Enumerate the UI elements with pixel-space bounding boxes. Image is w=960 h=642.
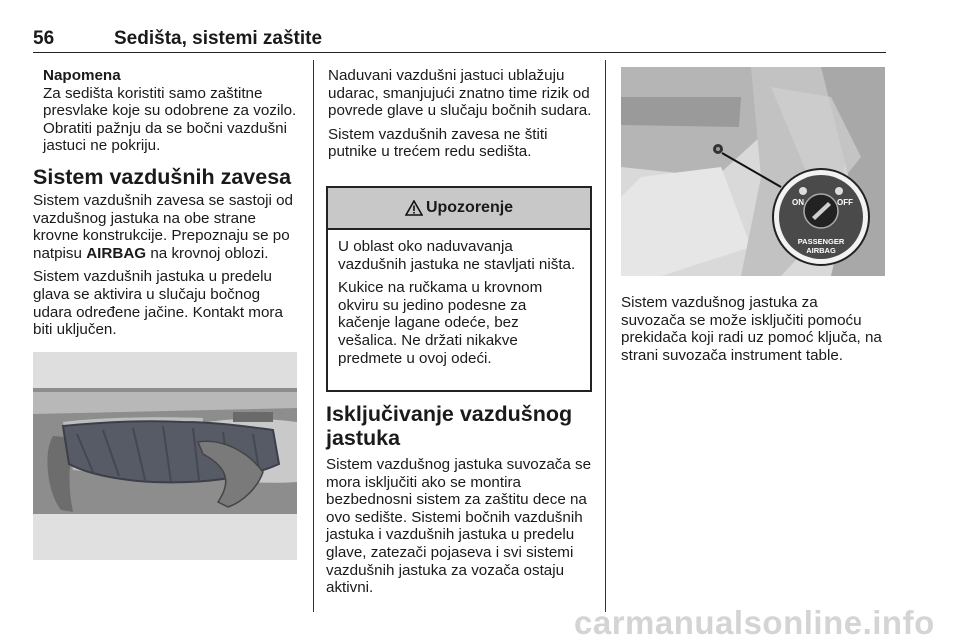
column-divider-2: [605, 60, 606, 612]
warning-header: [328, 188, 590, 230]
airbag-switch-drawing: [621, 67, 885, 276]
switch-passenger-label: PASSENGER: [797, 237, 845, 246]
warning-title: Upozorenje: [425, 199, 514, 216]
curtain-airbag-drawing: [33, 352, 297, 560]
warning-paragraph-2: Kukice na ručkama u krovnom okviru su jedino podesne za kačenje lagane odeće, bez vešalica. Ne držati nikakve predmete u ovoj odeći.: [338, 279, 543, 367]
switch-off-label: OFF: [837, 198, 853, 207]
p1-after: na krovnoj oblozi.: [146, 244, 269, 262]
paragraph-activation: Sistem vazdušnih jastuka u predelu glava se aktivira u slučaju bočnog udara određene jačine. Kontakt mora biti uključen.: [33, 268, 283, 339]
header-rule: [33, 52, 886, 53]
section-title: Sedišta, sistemi zaštite: [114, 28, 323, 49]
column-divider-1: [313, 60, 314, 612]
right-caption: Sistem vazdušnog jastuka za suvozača se može isključiti pomoću prekidača koji radi uz pomoć ključa, na strani suvozača instrument table.: [621, 294, 882, 364]
warning-paragraph-1: U oblast oko naduvavanja vazdušnih jastuka ne stavljati ništa.: [338, 238, 576, 273]
page-number: 56: [33, 28, 55, 49]
heading-airbag-deactivation: Isključivanje vazdušnog jastuka: [326, 402, 573, 450]
airbag-label: AIRBAG: [86, 244, 147, 262]
note-label: Napomena: [43, 67, 121, 84]
paragraph-curtain-system: [33, 192, 301, 262]
paragraph-cushioning: Naduvani vazdušni jastuci ublažuju udarac, smanjujući znatno time rizik od povrede glave u slučaju bočnih sudara.: [328, 67, 592, 120]
airbag-switch-illustration: [621, 67, 885, 276]
curtain-airbag-illustration: [33, 352, 297, 560]
left-body: [33, 192, 301, 345]
middle-body-top: [328, 67, 596, 167]
switch-airbag-label: AIRBAG: [806, 246, 836, 255]
watermark: carmanualsonline.info: [574, 604, 935, 641]
note-block: [43, 67, 303, 155]
heading-curtain-airbag: Sistem vazdušnih zavesa: [33, 165, 292, 189]
warning-body: [328, 230, 590, 367]
warning-triangle-icon: [405, 200, 423, 216]
paragraph-deactivation: Sistem vazdušnog jastuka suvozača se mora isključiti ako se montira bezbednosni sistem za zaštitu dece na ovo sedište. Sistemi bočnih vazdušnih jastuka i vazdušnih jastuka u predelu glave, zatezači pojaseva i svi sistemi vazdušnih jastuka za vozača ostaju aktivni.: [326, 456, 592, 597]
middle-body-bottom: [326, 456, 596, 603]
switch-on-label: ON: [792, 198, 804, 207]
paragraph-third-row: Sistem vazdušnih zavesa ne štiti putnike u trećem redu sedišta.: [328, 125, 548, 161]
p1-before: Sistem vazdušnih zavesa se sastoji od vazdušnog jastuka na obe strane krovne konstrukcije. Prepoznaju se po natpisu: [33, 192, 294, 262]
note-text: Za sedišta koristiti samo zaštitne presvlake koje su odobrene za vozilo. Obratiti pažnju da se bočni vazdušni jastuci ne pokriju.: [43, 84, 297, 155]
warning-box: [326, 186, 592, 392]
